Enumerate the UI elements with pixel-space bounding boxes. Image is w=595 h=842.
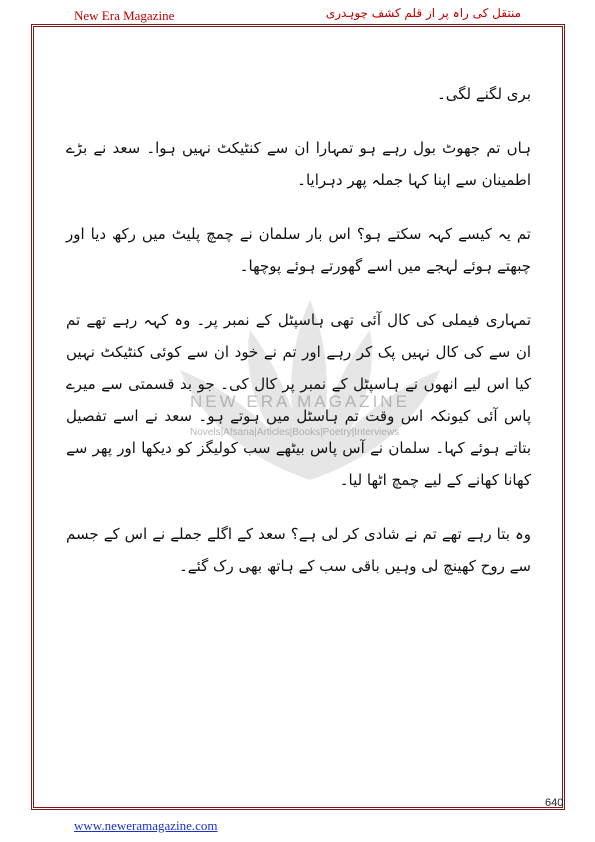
paragraph-4: تمہاری فیملی کی کال آئی تھی ہاسپٹل کے نمبر پر۔ وہ کہہ رہے تھے تم ان سے کی کال نہیں پک کر رہے اور تم نے خود ان سے کوئی کنٹیکٹ نہیں کیا اس لیے انھوں نے ہاسپٹل کے نمبر پر کال کی۔ جو بد قسمتی سے میرے پاس آئی کیونکہ اس وقت تم ہاسٹل میں ہوتے ہو۔ سعد نے اسے تفصیل بتاتے ہوئے کہا۔ سلمان نے آس پاس بیٹھے سب کولیگز کو دیکھا اور پھر سے کھانا کھانے کے لیے چمچ اٹھا لیا۔ — [66, 311, 531, 489]
magazine-name: New Era Magazine — [74, 8, 175, 23]
paragraph-1: بری لگنے لگی۔ — [436, 85, 531, 103]
paragraph-3: تم یہ کیسے کہہ سکتے ہو؟ اس بار سلمان نے چمچ پلیٹ میں رکھ دیا اور چبھتے ہوئے لہجے میں اسے گھورتے ہوئے پوچھا۔ — [66, 225, 531, 275]
story-text — [66, 78, 531, 604]
paragraph-2: ہاں تم جھوٹ بول رہے ہو تمہارا ان سے کنٹیکٹ نہیں ہوا۔ سعد نے بڑے اطمینان سے اپنا کہا جملہ پھر دہرایا۔ — [66, 139, 531, 189]
watermark-subtitle: Novels|Afsana|Articles|Books|Poetry|Interviews — [190, 427, 400, 438]
watermark-title: NEW ERA MAGAZINE — [190, 392, 410, 411]
page-number: 640 — [545, 797, 564, 809]
novel-title: منتقل کی راہ پر از قلم کشف چوہدری — [325, 6, 521, 20]
website-link[interactable]: www.neweramagazine.com — [74, 818, 218, 833]
paragraph-5: وہ بتا رہے تھے تم نے شادی کر لی ہے؟ سعد کے اگلے جملے نے اس کے جسم سے روح کھینچ لی وہیں باقی سب کے ہاتھ بھی رک گئے۔ — [66, 525, 531, 575]
